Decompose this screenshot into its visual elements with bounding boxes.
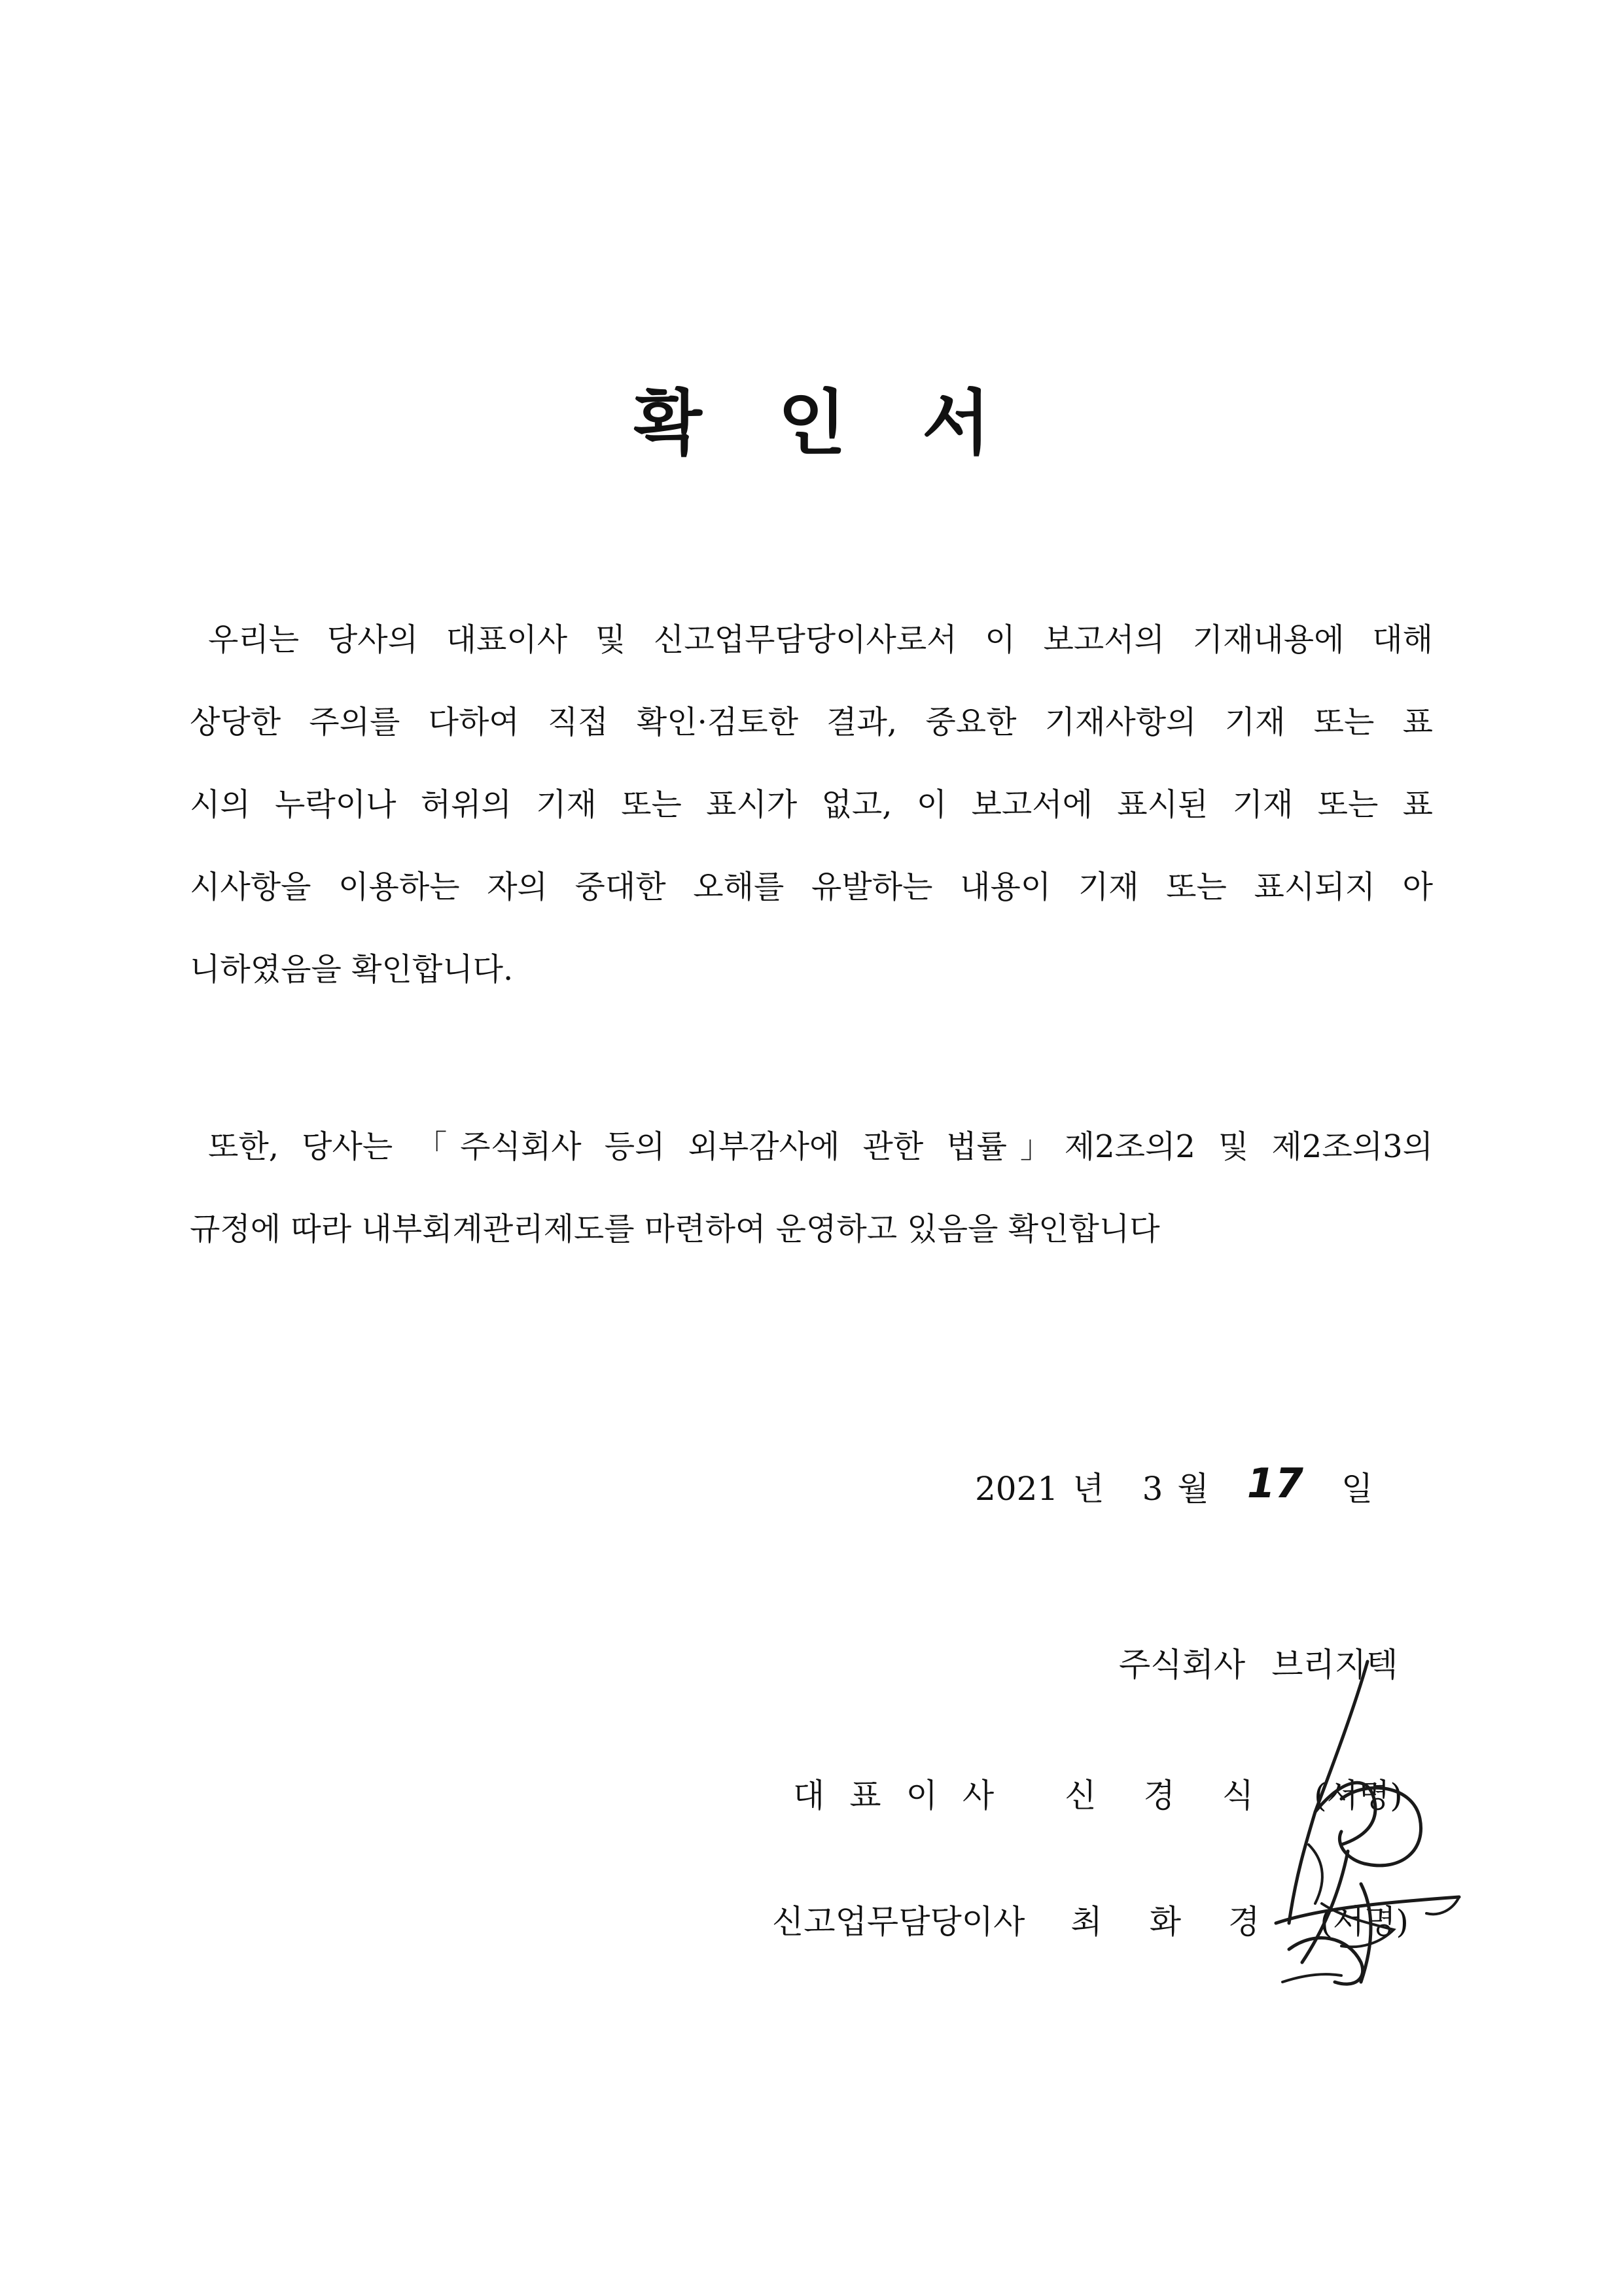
company-name [1119, 1639, 1398, 1686]
paragraph-line: 또한, 당사는 「주식회사 등의 외부감사에 관한 법률」제2조의2 및 제2조의3의 [208, 1128, 1433, 1165]
paragraph-line: 시사항을 이용하는 자의 중대한 오해를 유발하는 내용이 기재 또는 표시되지 아 [190, 869, 1433, 905]
title-char: 인 [777, 383, 847, 464]
date-month-unit: 월 [1177, 1470, 1209, 1508]
title-char: 서 [922, 383, 991, 464]
date-month: 3 [1142, 1470, 1163, 1508]
company-title: 브리지텍 [1271, 1646, 1398, 1684]
paragraph-line: 규정에 따라 내부회계관리제도를 마련하여 운영하고 있음을 확인합니다 [190, 1211, 1160, 1247]
ceo-role: 대표이사 [793, 1777, 1019, 1815]
date-year-unit: 년 [1072, 1470, 1104, 1508]
cfo-signature-mark: (서명) [1320, 1903, 1409, 1941]
date-year: 2021 [975, 1470, 1059, 1508]
paragraph-line: 시의 누락이나 허위의 기재 또는 표시가 없고, 이 보고서에 표시된 기재 또는 표 [190, 786, 1433, 823]
date-day-unit: 일 [1341, 1470, 1373, 1508]
cfo-name: 최화경 [1070, 1903, 1307, 1941]
cfo-signature-row [772, 1896, 1409, 1943]
company-prefix: 주식회사 [1119, 1646, 1246, 1684]
document-date [975, 1459, 1373, 1510]
paragraph-line: 상당한 주의를 다하여 직접 확인·검토한 결과, 중요한 기재사항의 기재 또는 표 [190, 704, 1433, 740]
cfo-role: 신고업무담당이사 [772, 1903, 1025, 1941]
paragraph-line: 우리는 당사의 대표이사 및 신고업무담당이사로서 이 보고서의 기재내용에 대해 [208, 621, 1433, 658]
paragraph-line: 니하였음을 확인합니다. [190, 951, 514, 988]
title-char: 확 [633, 383, 702, 464]
document-title [0, 366, 1624, 468]
internal-control-paragraph [190, 1105, 1433, 1270]
ceo-signature-row [793, 1769, 1403, 1817]
date-day-handwritten: 17 [1246, 1459, 1303, 1507]
ceo-signature-mark: (서명) [1314, 1777, 1403, 1815]
confirmation-paragraph [190, 599, 1433, 1011]
ceo-name: 신경식 [1065, 1777, 1301, 1815]
